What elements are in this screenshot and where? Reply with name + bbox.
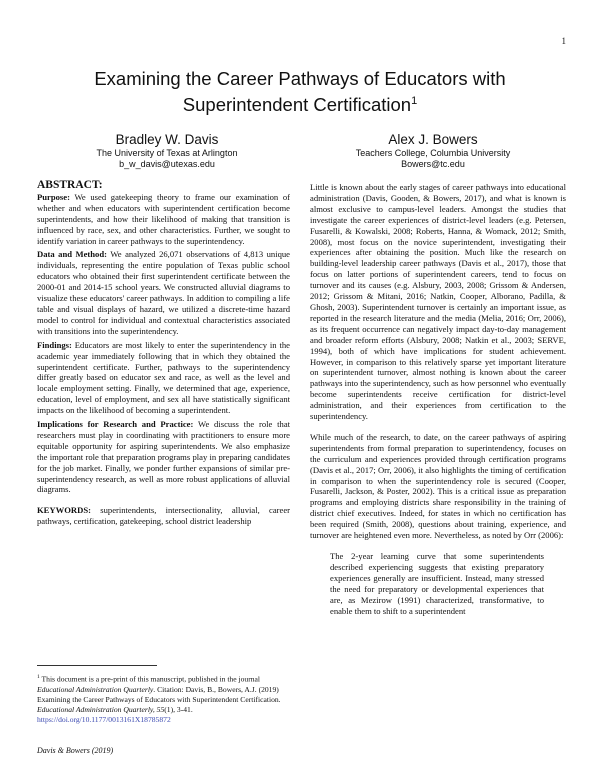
author-affiliation: The University of Texas at Arlington xyxy=(96,148,238,158)
abstract-heading: ABSTRACT: xyxy=(37,179,103,191)
footnote-mark: 1 xyxy=(37,674,40,680)
author-name: Bradley W. Davis xyxy=(115,132,219,147)
title-line-1: Examining the Career Pathways of Educators with xyxy=(94,68,506,89)
body-paragraph-1: Little is known about the early stages of career pathways into educational administration (Davis, Gooden, & Bowers, 2017), and what is known is almost exclusive to campus-level leaders. Amongst the studies that investigate the career experiences of district-level leaders (e.g. Petersen, Fusarelli, & Kowalski, 2008; Roberts, Hanna, & Womack, 2012; Smith, 2008), most focus on the novice superintendent, investigating their experiences after obtaining the position. Much like the research on building-level leadership career pathways (Davis et al., 2017), those that focus on latter portions of superintendent careers, tend to focus on turnover and its causes (e.g. Alsbury, 2003, 2008; Grissom & Andersen, 2012; Grissom & Mitani, 2016; Natkin, Cooper, Alborano, Padilla, & Ghosh, 2003). Superintendent turnover is certainly an important issue, as reported in the research literature and the media (Melia, 2016; Orr, 2006), as its frequent occurrence can negatively impact day-to-day management and broader reform efforts (Alsbury, 2008; Natkin et al., 2003; SERVE, 1994), both of which have implications for student achievement. However, in comparison to this relatively sparse yet important literature on superintendent turnover, almost nothing is known about the career pathways into the superintendency, such as how personnel who eventually become superintendents receive certification for district-level administration, and their experiences from certification to the superintendency. xyxy=(310,182,566,422)
block-quote: The 2-year learning curve that some superintendents described experiencing suggests that existing preparatory experiences generally are insufficient. Instead, many stressed the need for preparatory or developmental experiences that are, as Mezirow (1991) characterized, transformative, to enable them to shift to a superintendent xyxy=(330,551,544,616)
abstract-column xyxy=(37,180,290,530)
abstract-implications: Implications for Research and Practice: We discuss the role that researchers must play in coordinating with practitioners to ensure more equitable opportunity for aspiring superintendents. We also emphasize the important role that preparation programs play in preparing candidates for the job market. Finally, we ponder further expansions of similar pre-superintendency research, as well as more robust applications of alluvial diagrams. xyxy=(37,419,291,495)
author-block-davis xyxy=(42,132,292,170)
body-column xyxy=(310,182,566,616)
abstract-findings: Findings: Educators are most likely to enter the superintendency in the academic year immediately following that in which they obtained the superintendent certificate. Further, pathways to the superintendency differ greatly based on educator sex and race, as well as the level and locale employment setting. Finally, we determined that age, experience, education, level of employment, and sex all have statistically significant impacts on the likelihood of becoming a superintendent. xyxy=(37,339,290,416)
author-block-bowers xyxy=(308,132,558,170)
title-line-2: Superintendent Certification$^1$ xyxy=(182,94,418,116)
paper-title xyxy=(40,68,560,116)
author-name: Alex J. Bowers xyxy=(388,132,478,147)
doi-link[interactable]: https://doi.org/10.1177/0013161X18785872 xyxy=(37,715,171,725)
page-number: 1 xyxy=(561,36,566,46)
keywords: KEYWORDS: superintendents, intersectionality, alluvial, career pathways, certification, gatekeeping, school district leadership xyxy=(37,505,291,527)
title-footnote-mark: 1 xyxy=(411,95,418,107)
abstract-data-method: Data and Method: We analyzed 26,071 observations of 4,813 unique individuals, representing the entire population of Texas public school educators who obtained their first superintendent certificate between the 2000-01 and 2014-15 school years. We constructed alluvial diagrams to visualize these educators' career pathways. In addition to compiling a life table and visual displays of hazard, we utilized a discrete-time hazard model to control for individual and contextual characteristics associated with transitions into the superintendency. xyxy=(37,249,290,336)
author-email: Bowers@tc.edu xyxy=(401,159,465,169)
footnote-divider xyxy=(37,665,157,666)
page-footer: Davis & Bowers (2019) xyxy=(37,746,114,755)
author-affiliation: Teachers College, Columbia University xyxy=(355,148,511,158)
footnote: $^1$ This document is a pre-print of this manuscript, published in the journal Educational Administration Quarterly. Citation: Davis, B., Bowers, A.J. (2019) Examining the Career Pathways of Educators with Superintendent Certification. Educational Administration Quarterly, 55(1), 3-41. https://doi.org/10.1177/0013161X18785872 xyxy=(37,674,281,725)
body-paragraph-2: While much of the research, to date, on the career pathways of aspiring superintendents from formal preparation to superintendency, focuses on the curriculum and experiences provided through certification programs (Davis et al., 2017; Orr, 2006), it also highlights the timing of certification in comparison to when the superintendency role is secured (Cooper, Fusarelli, Jackson, & Poster, 2002). This is a critical issue as preparation programs and employing districts share responsibility in the training of district chief executives. Indeed, for states in which no certification has been required (Smith, 2008), questions about training, experience, and turnover are heightened even more. Nevertheless, as noted by Orr (2006): xyxy=(310,431,566,541)
author-email: b_w_davis@utexas.edu xyxy=(119,159,215,169)
abstract-purpose: Purpose: We used gatekeeping theory to frame our examination of whether and when educators with superintendent certification become superintendents, and how their likelihood of making that transition is influenced by race, sex, and other characteristics. Further, we sought to identify variation in career pathways to the superintendency. xyxy=(37,191,290,246)
